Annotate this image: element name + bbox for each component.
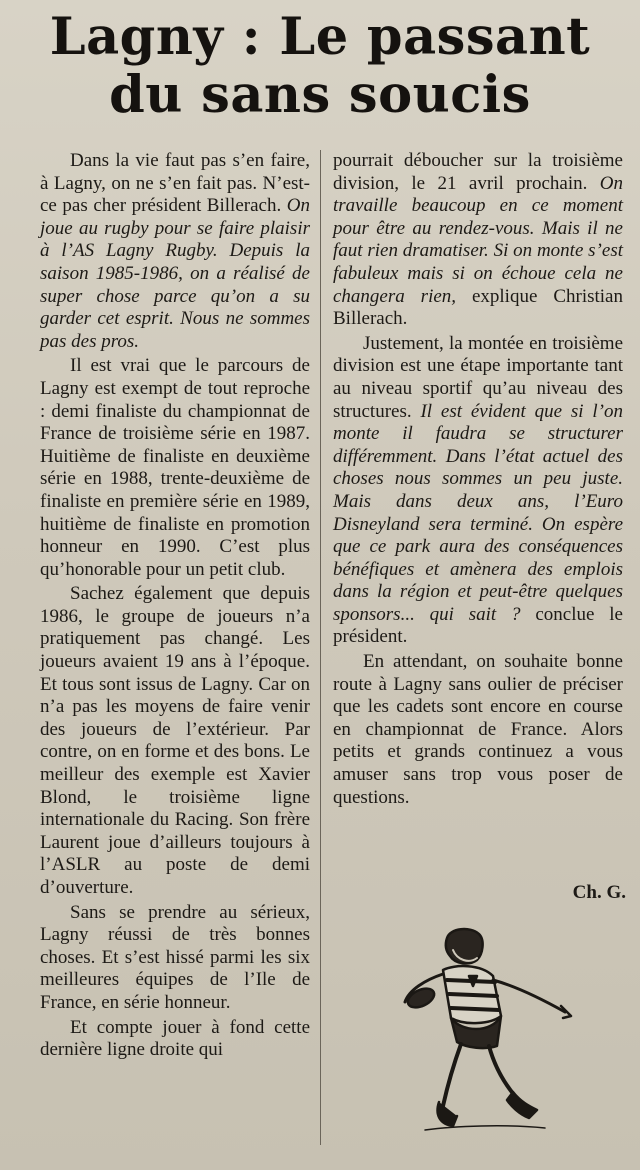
headline (0, 8, 640, 124)
paragraph: En attendant, on souhaite bonne route à Lagny sans oulier de préciser que les cadets sont encore en course en championnat de France. Alors petits et grands continuez a vous amuser sans trop vous poser de questions. (333, 651, 623, 808)
paragraph (333, 333, 623, 649)
paragraph (40, 150, 310, 353)
text: Justement, la montée en troisième division est une étape importante tant au niveau sportif qu’au niveau des structures. (333, 332, 623, 422)
headline-line-2: du sans soucis (109, 65, 531, 125)
paragraph: Sans se prendre au sérieux, Lagny réussi de très bonnes choses. Et s’est hissé parmi les six meilleures équipes de l’Ile de France, en série honneur. (40, 901, 310, 1013)
paragraph (333, 150, 623, 331)
text: explique Christian Billerach. (333, 285, 623, 330)
article-column-right (333, 150, 623, 811)
paragraph: Sachez également que depuis 1986, le groupe de joueurs n’a pratiquement pas changé. Les joueurs avaient 19 ans à l’époque. Et tous sont issus de Lagny. Car on n’a pas les moyens de faire venir des joueurs de l’extérieur. Par contre, on en forme et des bons. Le meilleur des exemple est Xavier Blond, le troisième ligne internationale du Racing. Son frère Laurent joue d’ailleurs toujours à l’ASLR au poste de demi d’ouverture. (40, 583, 310, 898)
headline-line-1: Lagny : Le passant (49, 7, 591, 67)
paragraph: Et compte jouer à fond cette dernière ligne droite qui (40, 1016, 310, 1061)
text: Dans la vie faut pas s’en faire, à Lagny, on ne s’en fait pas. N’est-ce pas cher président Billerach. (40, 150, 310, 217)
quote-text: Il est évident que si l’on monte il faudra se structurer différemment. Dans l’état actuel des choses nous sommes un peu juste. Mais dans deux ans, l’Euro Disneyland sera terminé. On espère que ce park aura des conséquences bénéfiques et amènera des emplois dans la région et peut-être quelques sponsors... qui sait ? (333, 400, 623, 625)
rugby-player-drawing (395, 920, 575, 1135)
quote-text: On travaille beaucoup en ce moment pour être au rendez-vous. Mais il ne faut rien dramatiser. Si on monte s’est fabuleux mais si on échoue cela ne changera rien, (333, 172, 623, 307)
column-divider (320, 150, 321, 1145)
text: conclue le président. (333, 603, 623, 648)
article-column-left (40, 150, 310, 1064)
quote-text: On joue au rugby pour se faire plaisir à l’AS Lagny Rugby. Depuis la saison 1985-1986, on a réalisé de super chose parce qu’on a su garder cet esprit. Nous ne sommes pas des pros. (40, 195, 310, 352)
paragraph: Il est vrai que le parcours de Lagny est exempt de tout reproche : demi finaliste du championnat de France de troisième série en 1987. Huitième de finaliste en deuxième série en 1988, trente-deuxième de finaliste en première série en 1989, huitième de finaliste en promotion honneur en 1990. C’est plus qu’honorable pour un petit club. (40, 355, 310, 580)
author-signature: Ch. G. (572, 882, 626, 903)
text: pourrait déboucher sur la troisième division, le 21 avril prochain. (333, 150, 623, 194)
rugby-player-icon (395, 920, 575, 1135)
